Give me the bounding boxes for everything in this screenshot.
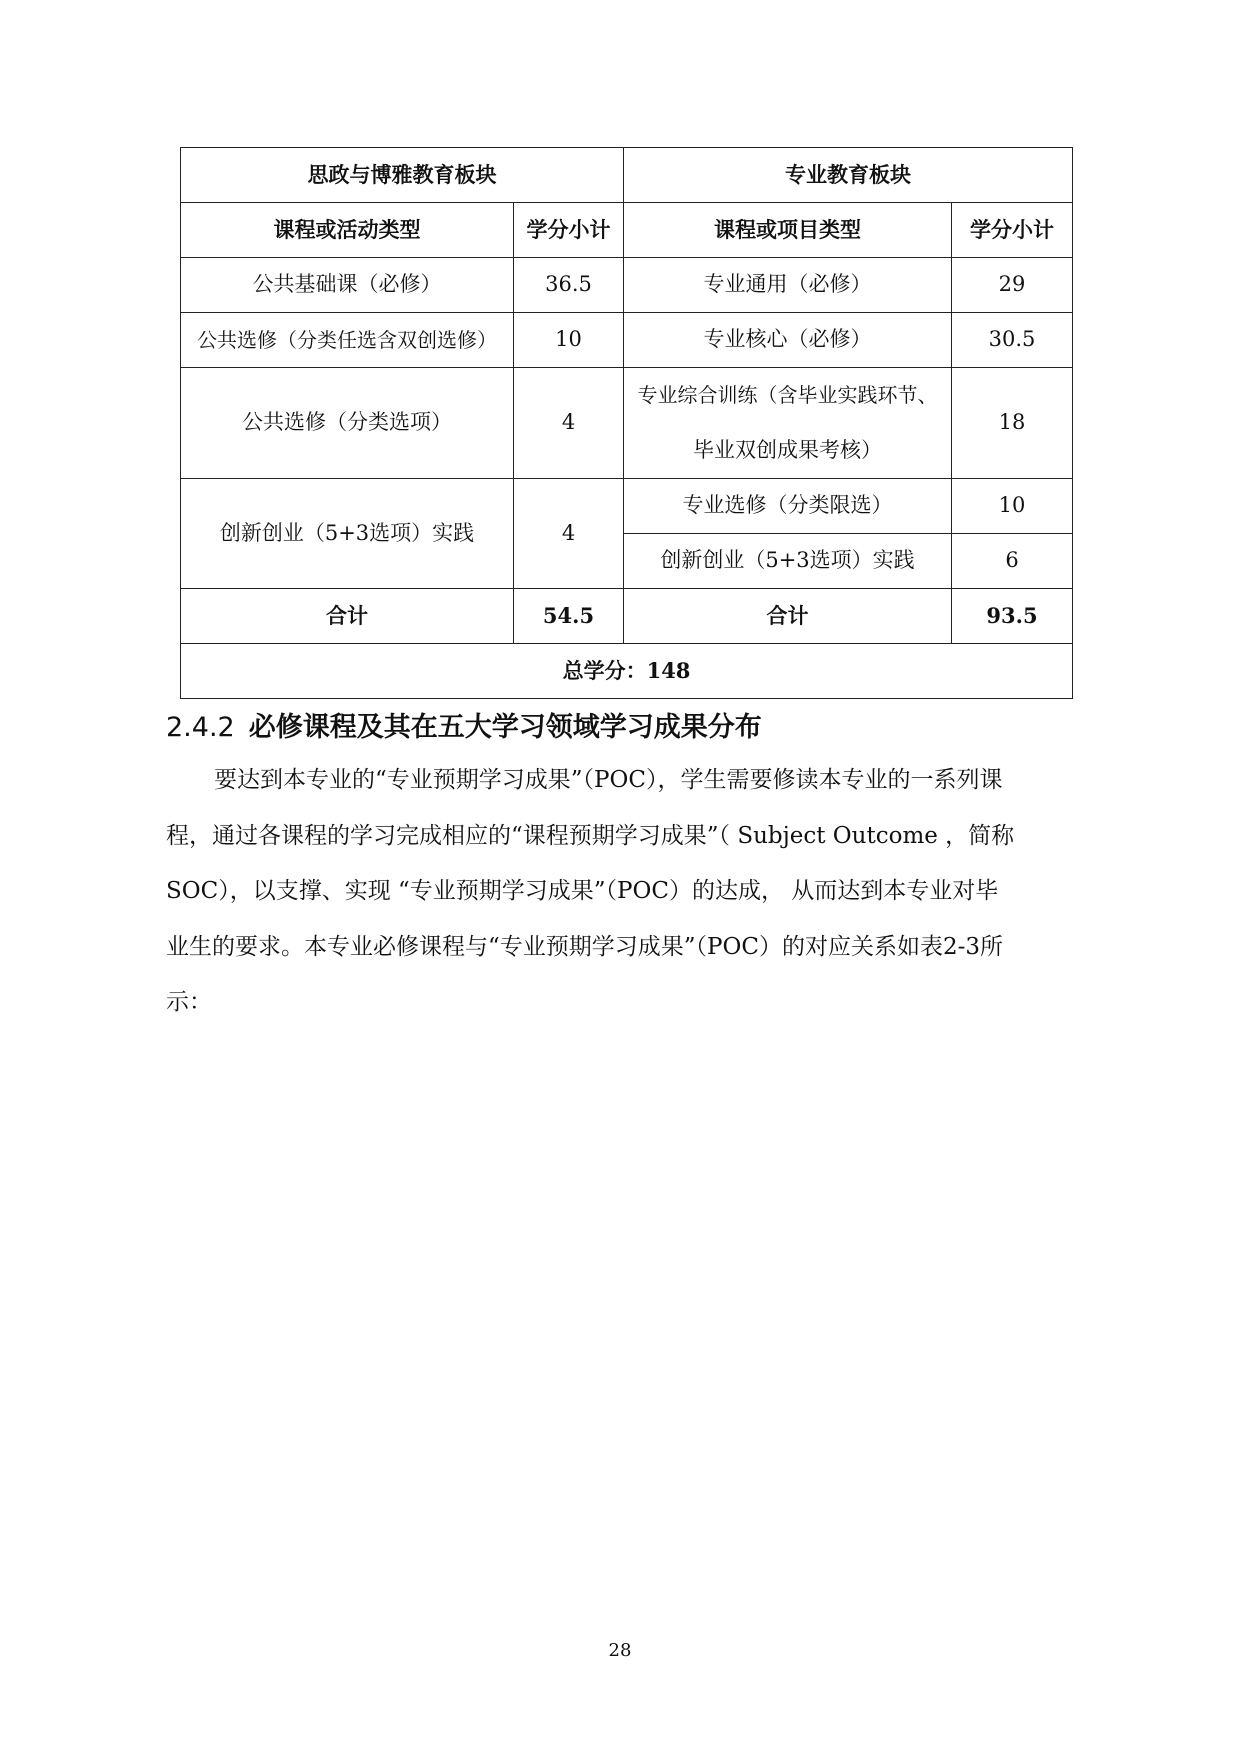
left-credit-column-header: 学分小计 <box>514 203 624 258</box>
left-credit-cell: 4 <box>514 479 624 589</box>
table-row <box>181 479 1073 534</box>
right-total-label: 合计 <box>624 589 952 644</box>
paragraph-line: SOC），以支撑、实现 “专业预期学习成果”（POC）的达成， 从而达到本专业对毕 <box>166 878 999 904</box>
right-course-type-cell: 创新创业（5+3选项）实践 <box>624 534 952 589</box>
left-total-value: 54.5 <box>514 589 624 644</box>
right-course-type-cell: 专业选修（分类限选） <box>624 479 952 534</box>
right-course-type-line-1: 专业综合训练（含毕业实践环节、 <box>637 383 938 407</box>
left-course-type-cell: 创新创业（5+3选项）实践 <box>181 479 514 589</box>
right-credit-cell: 10 <box>952 479 1073 534</box>
column-header-row <box>181 203 1073 258</box>
table-row <box>181 368 1073 479</box>
section-title: 必修课程及其在五大学习领域学习成果分布 <box>248 712 762 743</box>
left-course-type-cell: 公共选修（分类选项） <box>181 368 514 479</box>
right-type-column-header: 课程或项目类型 <box>624 203 952 258</box>
paragraph-line: 业生的要求。本专业必修课程与“专业预期学习成果”（POC）的对应关系如表2-3所 <box>166 933 1003 960</box>
right-credit-column-header: 学分小计 <box>952 203 1073 258</box>
left-credit-cell: 36.5 <box>514 258 624 313</box>
grand-total-row <box>181 644 1073 699</box>
body-paragraph <box>166 753 1086 1031</box>
table-row <box>181 258 1073 313</box>
left-type-column-header: 课程或活动类型 <box>181 203 514 258</box>
right-credit-cell: 29 <box>952 258 1073 313</box>
section-heading <box>166 705 762 744</box>
right-course-type-line-2: 毕业双创成果考核） <box>693 438 882 462</box>
right-credit-cell: 18 <box>952 368 1073 479</box>
total-row <box>181 589 1073 644</box>
left-section-header: 思政与博雅教育板块 <box>181 148 624 203</box>
paragraph-line: 示： <box>166 989 212 1015</box>
right-section-header: 专业教育板块 <box>624 148 1073 203</box>
right-credit-cell: 6 <box>952 534 1073 589</box>
right-course-type-cell: 专业核心（必修） <box>624 313 952 368</box>
left-total-label: 合计 <box>181 589 514 644</box>
left-credit-cell: 4 <box>514 368 624 479</box>
paragraph-line: 要达到本专业的“专业预期学习成果”（POC），学生需要修读本专业的一系列课 <box>214 767 1003 793</box>
grand-total: 总学分：148 <box>181 644 1073 699</box>
right-course-type-cell: 专业通用（必修） <box>624 258 952 313</box>
paragraph-line: 程，通过各课程的学习完成相应的“课程预期学习成果”（ Subject Outcome ，简称 <box>166 822 1015 849</box>
left-credit-cell: 10 <box>514 313 624 368</box>
left-course-type-cell: 公共基础课（必修） <box>181 258 514 313</box>
left-course-type-cell: 公共选修（分类任选含双创选修） <box>181 313 514 368</box>
right-credit-cell: 30.5 <box>952 313 1073 368</box>
credit-summary-table <box>180 147 1073 699</box>
right-total-value: 93.5 <box>952 589 1073 644</box>
section-number: 2.4.2 <box>166 712 235 743</box>
page-number: 28 <box>608 1640 632 1661</box>
table-row <box>181 313 1073 368</box>
right-course-type-cell <box>624 368 952 479</box>
section-header-row <box>181 148 1073 203</box>
